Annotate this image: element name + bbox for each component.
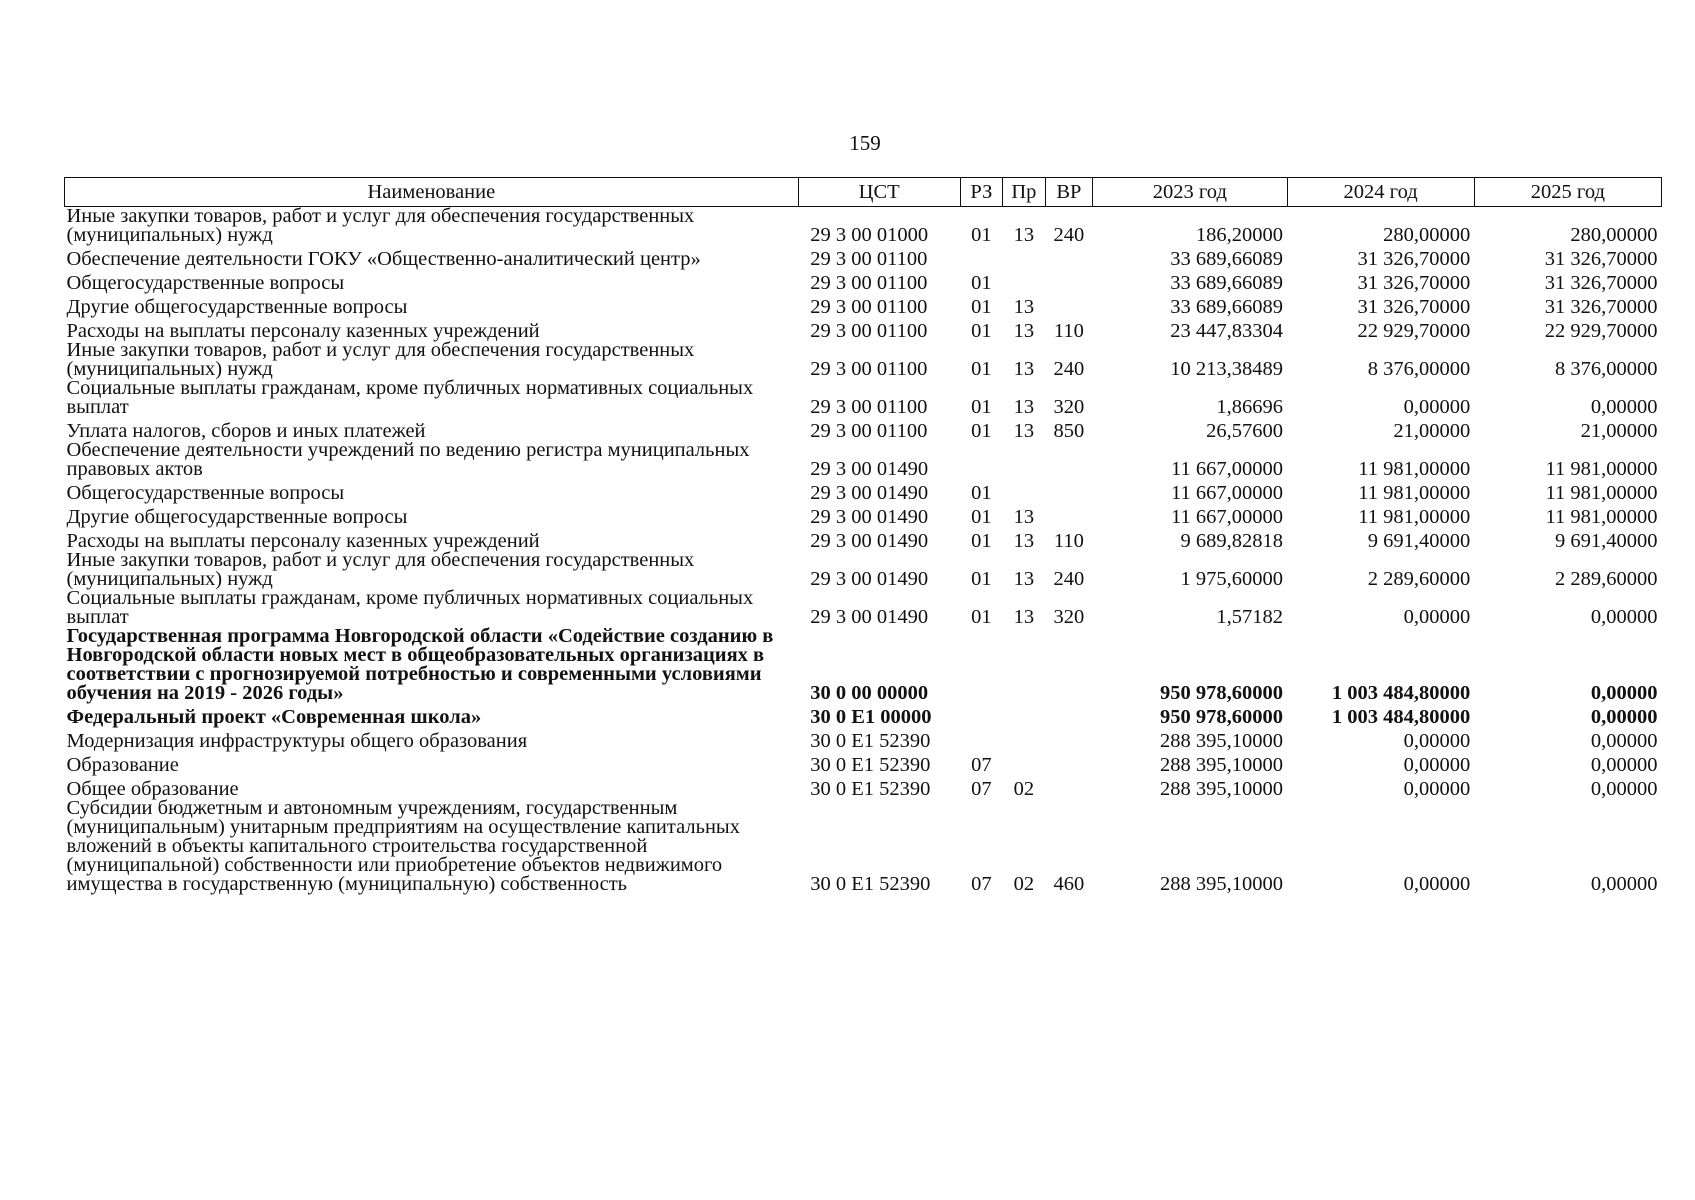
cell-cst: 29 3 00 01100: [810, 358, 928, 380]
table-row: [65, 751, 1662, 775]
cell-2023: 33 689,66089: [1170, 296, 1283, 318]
cell-2023: 11 667,00000: [1171, 482, 1283, 504]
cell-rz: 07: [971, 778, 992, 800]
cell-vr: 460: [1053, 873, 1085, 895]
cell-2023: 10 213,38489: [1170, 358, 1283, 380]
cell-pr: [1003, 479, 1046, 503]
table-row: [65, 245, 1662, 269]
cell-vr: [1045, 703, 1093, 727]
cell-name: Уплата налогов, сборов и иных платежей: [66, 420, 426, 442]
cell-2024: 0,00000: [1403, 396, 1471, 418]
budget-table: [64, 177, 1662, 894]
header-2025: 2025 год: [1474, 178, 1661, 207]
cell-pr: 13: [1013, 420, 1035, 442]
cell-name: Обеспечение деятельности ГОКУ «Общественно-аналитический центр»: [66, 248, 701, 270]
cell-2025: 9 691,40000: [1555, 530, 1658, 552]
cell-rz: 07: [971, 754, 992, 776]
cell-2025: 0,00000: [1590, 873, 1658, 895]
cell-2025: 8 376,00000: [1555, 358, 1658, 380]
header-2024: 2024 год: [1287, 178, 1474, 207]
cell-2024: 11 981,00000: [1358, 506, 1471, 528]
cell-2024: 22 929,70000: [1357, 320, 1471, 342]
cell-2024: 21,00000: [1393, 420, 1471, 442]
cell-cst: 30 0 E1 52390: [810, 754, 931, 776]
cell-cst: 29 3 00 01490: [810, 568, 929, 590]
cell-name: Общегосударственные вопросы: [66, 482, 345, 504]
cell-vr: [1045, 727, 1093, 751]
cell-name: Социальные выплаты гражданам, кроме публичных нормативных социальных выплат: [66, 587, 754, 628]
cell-2024: 0,00000: [1403, 873, 1471, 895]
cell-rz: 01: [971, 420, 992, 442]
cell-2024: 2 289,60000: [1367, 568, 1471, 590]
cell-2023: 950 978,60000: [1160, 706, 1283, 728]
cell-vr: [1045, 441, 1093, 479]
cell-pr: [1003, 441, 1046, 479]
table-row: [65, 417, 1662, 441]
cell-2024: 11 981,00000: [1358, 458, 1471, 480]
cell-2023: 288 395,10000: [1160, 730, 1283, 752]
table-row: [65, 589, 1662, 627]
cell-vr: [1045, 269, 1093, 293]
header-rz: РЗ: [960, 178, 1003, 207]
cell-2024: 11 981,00000: [1358, 482, 1471, 504]
cell-2025: 280,00000: [1570, 224, 1658, 246]
cell-2023: 288 395,10000: [1160, 778, 1283, 800]
cell-2025: 11 981,00000: [1545, 458, 1658, 480]
header-pr: Пр: [1003, 178, 1046, 207]
cell-rz: 01: [971, 482, 992, 504]
cell-2024: 280,00000: [1383, 224, 1471, 246]
cell-name: Образование: [66, 754, 179, 776]
cell-vr: [1045, 245, 1093, 269]
cell-cst: 29 3 00 01100: [810, 420, 928, 442]
cell-2023: 1 975,60000: [1180, 568, 1283, 590]
header-cst: ЦСТ: [798, 178, 960, 207]
cell-cst: 29 3 00 01100: [810, 248, 928, 270]
cell-name: Другие общегосударственные вопросы: [66, 296, 408, 318]
cell-vr: 110: [1053, 530, 1084, 552]
cell-2023: 33 689,66089: [1170, 272, 1283, 294]
cell-rz: 01: [971, 224, 992, 246]
cell-name: Иные закупки товаров, работ и услуг для обеспечения государственных (муниципальных) нужд: [66, 549, 695, 590]
cell-cst: 29 3 00 01100: [810, 320, 928, 342]
cell-vr: 320: [1053, 396, 1085, 418]
cell-rz: [960, 703, 1003, 727]
table-row: [65, 317, 1662, 341]
table-row: [65, 207, 1662, 246]
cell-cst: 29 3 00 01100: [810, 296, 928, 318]
cell-cst: 29 3 00 01100: [810, 396, 928, 418]
cell-rz: 01: [971, 272, 992, 294]
cell-name: Иные закупки товаров, работ и услуг для обеспечения государственных (муниципальных) нужд: [66, 339, 695, 380]
cell-2025: 2 289,60000: [1555, 568, 1658, 590]
cell-pr: 13: [1013, 530, 1035, 552]
table-row: [65, 527, 1662, 551]
cell-rz: 07: [971, 873, 992, 895]
cell-2025: 0,00000: [1590, 754, 1658, 776]
cell-rz: 01: [971, 568, 992, 590]
cell-cst: 29 3 00 01000: [810, 224, 929, 246]
cell-rz: 01: [971, 530, 992, 552]
cell-2024: 9 691,40000: [1367, 530, 1471, 552]
cell-2023: 1,57182: [1216, 606, 1283, 628]
cell-2023: 11 667,00000: [1171, 506, 1283, 528]
table-row: [65, 441, 1662, 479]
cell-vr: 110: [1053, 320, 1084, 342]
cell-vr: [1045, 293, 1093, 317]
cell-cst: 29 3 00 01490: [810, 606, 929, 628]
cell-2024: 0,00000: [1403, 730, 1471, 752]
table-row: [65, 703, 1662, 727]
cell-2025: 0,00000: [1590, 396, 1658, 418]
cell-vr: 320: [1053, 606, 1085, 628]
cell-cst: 30 0 E1 52390: [810, 873, 931, 895]
cell-2025: 31 326,70000: [1544, 272, 1658, 294]
cell-2025: 22 929,70000: [1544, 320, 1658, 342]
cell-2024: 0,00000: [1403, 754, 1471, 776]
cell-2025: 0,00000: [1590, 730, 1658, 752]
cell-rz: 01: [971, 606, 992, 628]
cell-vr: [1045, 751, 1093, 775]
table-row: [65, 775, 1662, 799]
table-row: [65, 269, 1662, 293]
cell-pr: 13: [1013, 568, 1035, 590]
cell-2024: 8 376,00000: [1367, 358, 1471, 380]
cell-2024: 1 003 484,80000: [1331, 706, 1471, 728]
table-body: [65, 207, 1662, 895]
cell-name: Расходы на выплаты персоналу казенных учреждений: [66, 530, 540, 552]
cell-2024: 31 326,70000: [1357, 248, 1471, 270]
cell-cst: 29 3 00 01490: [810, 530, 929, 552]
cell-2023: 1,86696: [1216, 396, 1283, 418]
header-vr: ВР: [1045, 178, 1093, 207]
cell-2024: 0,00000: [1403, 606, 1471, 628]
cell-cst: 30 0 E1 52390: [810, 778, 931, 800]
cell-pr: 13: [1013, 396, 1035, 418]
table-row: [65, 293, 1662, 317]
cell-2025: 0,00000: [1590, 682, 1658, 704]
cell-pr: 13: [1013, 506, 1035, 528]
cell-pr: [1003, 269, 1046, 293]
cell-pr: 02: [1013, 778, 1035, 800]
cell-pr: [1003, 627, 1046, 703]
cell-pr: 13: [1013, 296, 1035, 318]
cell-cst: 29 3 00 01490: [810, 458, 929, 480]
cell-2023: 288 395,10000: [1160, 754, 1283, 776]
cell-rz: 01: [971, 320, 992, 342]
cell-cst: 29 3 00 01490: [810, 506, 929, 528]
header-name: Наименование: [65, 178, 799, 207]
table-row: [65, 503, 1662, 527]
cell-2025: 31 326,70000: [1544, 296, 1658, 318]
cell-pr: [1003, 727, 1046, 751]
table-row: [65, 627, 1662, 703]
cell-name: Социальные выплаты гражданам, кроме публичных нормативных социальных выплат: [66, 377, 754, 418]
cell-name: Модернизация инфраструктуры общего образования: [66, 730, 528, 752]
table-row: [65, 341, 1662, 379]
cell-2023: 11 667,00000: [1171, 458, 1283, 480]
cell-name: Федеральный проект «Современная школа»: [66, 706, 482, 728]
cell-cst: 29 3 00 01100: [810, 272, 928, 294]
cell-name: Расходы на выплаты персоналу казенных учреждений: [66, 320, 540, 342]
cell-rz: 01: [971, 396, 992, 418]
cell-cst: 30 0 00 00000: [810, 682, 929, 704]
cell-pr: 13: [1013, 320, 1035, 342]
cell-2024: 1 003 484,80000: [1331, 682, 1471, 704]
cell-name: Иные закупки товаров, работ и услуг для обеспечения государственных (муниципальных) нужд: [66, 205, 695, 246]
cell-cst: 30 0 E1 00000: [810, 706, 932, 728]
cell-2024: 31 326,70000: [1357, 296, 1471, 318]
cell-2023: 33 689,66089: [1170, 248, 1283, 270]
cell-2023: 9 689,82818: [1180, 530, 1283, 552]
header-2023: 2023 год: [1093, 178, 1287, 207]
cell-vr: [1045, 775, 1093, 799]
cell-vr: 240: [1053, 358, 1085, 380]
cell-rz: 01: [971, 296, 992, 318]
cell-2023: 950 978,60000: [1160, 682, 1283, 704]
cell-pr: 02: [1013, 873, 1035, 895]
cell-pr: 13: [1013, 606, 1035, 628]
cell-name: Государственная программа Новгородской области «Содействие созданию в Новгородской области новых мест в общеобразовательных организациях в соответствии с прогнозируемой потребностью и современными условиями обучения на 2019 - 2026 годы»: [66, 625, 774, 704]
cell-pr: [1003, 751, 1046, 775]
cell-pr: [1003, 703, 1046, 727]
cell-cst: 29 3 00 01490: [810, 482, 929, 504]
cell-name: Общегосударственные вопросы: [66, 272, 345, 294]
cell-rz: 01: [971, 358, 992, 380]
cell-name: Другие общегосударственные вопросы: [66, 506, 408, 528]
cell-cst: 30 0 E1 52390: [810, 730, 931, 752]
cell-2023: 288 395,10000: [1160, 873, 1283, 895]
cell-vr: [1045, 627, 1093, 703]
cell-rz: [960, 441, 1003, 479]
table-row: [65, 479, 1662, 503]
cell-vr: [1045, 503, 1093, 527]
cell-2025: 0,00000: [1590, 706, 1658, 728]
cell-vr: 240: [1053, 224, 1085, 246]
cell-name: Субсидии бюджетным и автономным учреждениям, государственным (муниципальным) унитарным предприятиям на осуществление капитальных вложений в объекты капитального строительства государственной (муниципальной) собственности или приобретение объектов недвижимого имущества в государственную (муниципальную) собственность: [66, 797, 740, 895]
cell-2023: 26,57600: [1206, 420, 1283, 442]
cell-2025: 0,00000: [1590, 778, 1658, 800]
table-row: [65, 379, 1662, 417]
cell-rz: 01: [971, 506, 992, 528]
cell-2025: 11 981,00000: [1545, 506, 1658, 528]
table-row: [65, 799, 1662, 894]
table-header-row: [65, 178, 1662, 207]
cell-vr: [1045, 479, 1093, 503]
cell-rz: [960, 245, 1003, 269]
table-row: [65, 551, 1662, 589]
cell-vr: 850: [1053, 420, 1085, 442]
cell-name: Обеспечение деятельности учреждений по ведению регистра муниципальных правовых актов: [66, 439, 750, 480]
cell-name: Общее образование: [66, 778, 239, 800]
page-number: 159: [849, 131, 881, 155]
cell-pr: 13: [1013, 358, 1035, 380]
cell-2023: 23 447,83304: [1170, 320, 1283, 342]
cell-vr: 240: [1053, 568, 1085, 590]
cell-pr: [1003, 245, 1046, 269]
cell-2025: 21,00000: [1580, 420, 1658, 442]
cell-2023: 186,20000: [1195, 224, 1283, 246]
table-row: [65, 727, 1662, 751]
cell-rz: [960, 727, 1003, 751]
cell-2024: 0,00000: [1403, 778, 1471, 800]
cell-2024: 31 326,70000: [1357, 272, 1471, 294]
cell-rz: [960, 627, 1003, 703]
cell-2025: 0,00000: [1590, 606, 1658, 628]
cell-pr: 13: [1013, 224, 1035, 246]
cell-2025: 31 326,70000: [1544, 248, 1658, 270]
cell-2025: 11 981,00000: [1545, 482, 1658, 504]
